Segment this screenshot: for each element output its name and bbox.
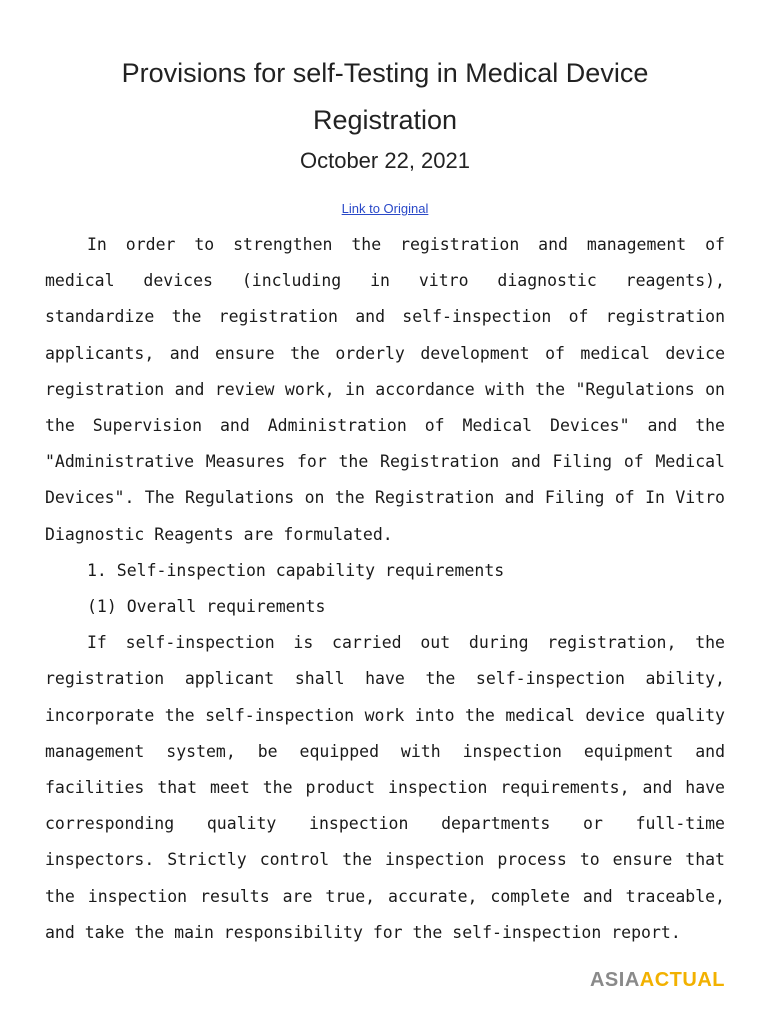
original-link-container: [0, 200, 770, 218]
logo-part-asia: ASIA: [589, 969, 640, 991]
requirements-paragraph: If self-inspection is carried out during registration, the registration applicant shall have the self-inspection ability, incorporate the self-inspection work into the medical device quality management system, be equipped with inspection equipment and facilities that meet the product inspection requirements, and have corresponding quality inspection departments or full-time inspectors. Strictly control the inspection process to ensure that the inspection results are true, accurate, complete and traceable, and take the main responsibility for the self-inspection report.: [45, 633, 725, 942]
link-to-original[interactable]: Link to Original: [341, 201, 429, 216]
document-body: [45, 227, 725, 951]
intro-paragraph: In order to strengthen the registration and management of medical devices (including in vitro diagnostic reagents), standardize the registration and self-inspection of registration applicants, and ensure the orderly development of medical device registration and review work, in accordance with the "Regulations on the Supervision and Administration of Medical Devices" and the "Administrative Measures for the Registration and Filing of Medical Devices". The Regulations on the Registration and Filing of In Vitro Diagnostic Reagents are formulated.: [45, 235, 725, 544]
document-date: October 22, 2021: [299, 148, 470, 173]
section-heading: 1. Self-inspection capability requirements: [87, 560, 505, 580]
document-title: Provisions for self-Testing in Medical Device Registration: [121, 58, 649, 135]
subsection-heading: (1) Overall requirements: [87, 597, 326, 617]
asia-actual-logo: [590, 968, 725, 992]
logo-part-actual: ACTUAL: [639, 969, 725, 991]
